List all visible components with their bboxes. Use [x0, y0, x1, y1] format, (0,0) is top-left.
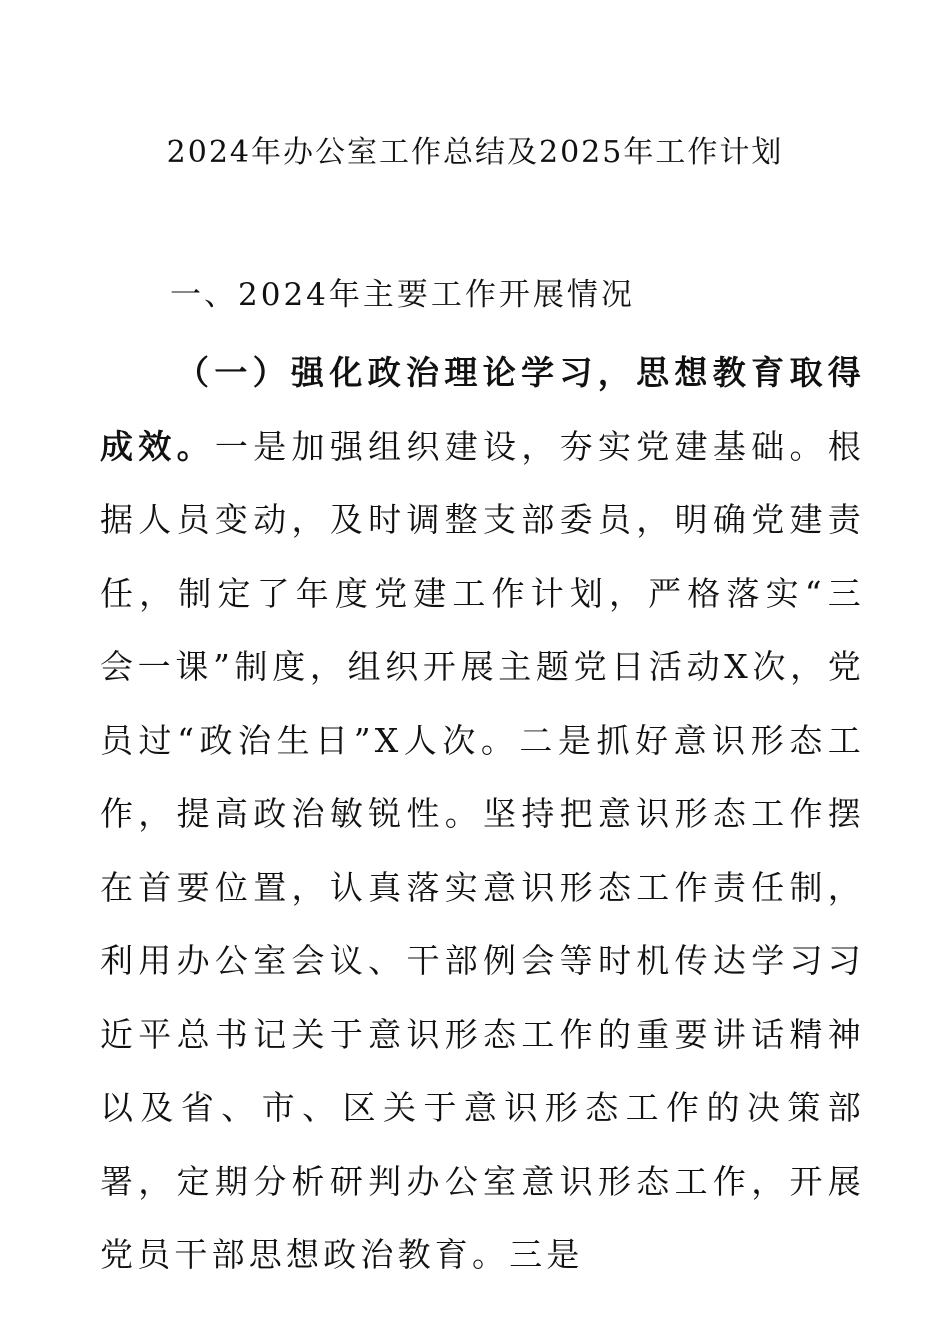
section-heading: 一、2024年主要工作开展情况	[170, 277, 635, 313]
paragraph-body-text: 一是加强组织建设，夯实党建基础。根据人员变动，及时调整支部委员，明确党建责任，制定了年度党建工作计划，严格落实“三会一课”制度，组织开展主题党日活动X次，党员过“政治生日”X人次。二是抓好意识形态工作，提高政治敏锐性。坚持把意识形态工作摆在首要位置，认真落实意识形态工作责任制，利用办公室会议、干部例会等时机传达学习习近平总书记关于意识形态工作的重要讲话精神以及省、市、区关于意识形态工作的决策部署，定期分析研判办公室意识形态工作，开展党员干部思想政治教育。三是	[100, 426, 865, 1274]
paragraph-lead-heading: （一）强化政治理论学习，思想教育取得成效。	[100, 353, 865, 466]
body-paragraph	[100, 336, 865, 1292]
document-title: 2024年办公室工作总结及2025年工作计划	[166, 135, 784, 170]
